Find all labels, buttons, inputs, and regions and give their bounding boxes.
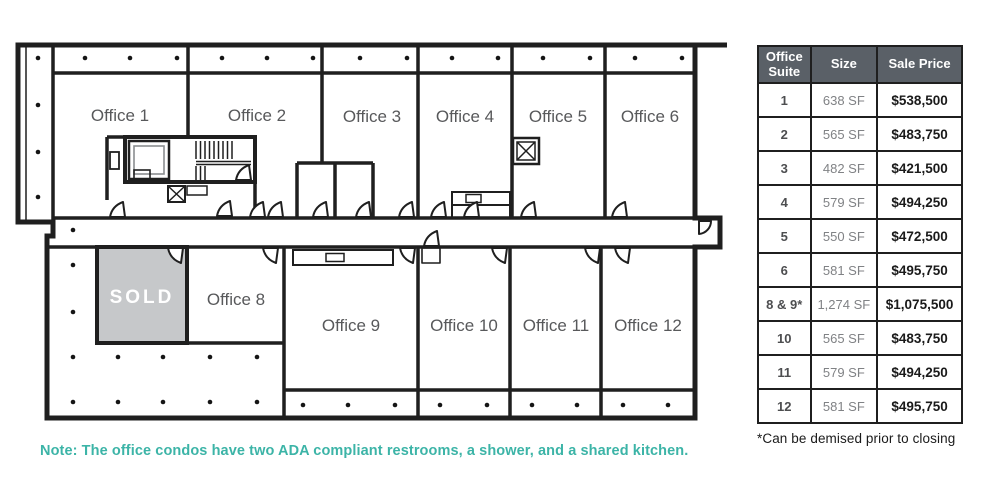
unit-label-office-9: Office 9 <box>321 316 381 335</box>
cell-price: $483,750 <box>877 321 962 355</box>
shaft-panel <box>110 152 119 169</box>
pricing-table <box>757 45 963 424</box>
office9-counter <box>293 250 393 265</box>
unit-label-office-11: Office 11 <box>522 316 590 335</box>
unit-label-office-10: Office 10 <box>430 316 498 335</box>
unit-label-office-4: Office 4 <box>435 107 495 126</box>
table-header-row <box>758 46 962 83</box>
cell-price: $495,750 <box>877 253 962 287</box>
col-header-office-suite: Office Suite <box>758 46 811 83</box>
cell-size: 1,274 SF <box>811 287 878 321</box>
floor-plan <box>10 35 740 430</box>
cell-size: 581 SF <box>811 389 878 423</box>
cell-size: 482 SF <box>811 151 878 185</box>
shaft-xbox <box>168 186 207 202</box>
table-row <box>758 219 962 253</box>
unit-label-sold: SOLD <box>109 287 175 308</box>
cell-suite: 10 <box>758 321 811 355</box>
table-row <box>758 389 962 423</box>
cell-price: $494,250 <box>877 355 962 389</box>
table-row <box>758 185 962 219</box>
cell-suite: 12 <box>758 389 811 423</box>
cell-suite: 1 <box>758 83 811 117</box>
unit-label-office-12: Office 12 <box>614 316 682 335</box>
cell-suite: 5 <box>758 219 811 253</box>
table-footnote: *Can be demised prior to closing <box>757 431 956 446</box>
unit-label-office-2: Office 2 <box>227 106 287 125</box>
elevator <box>129 141 169 179</box>
cell-suite: 2 <box>758 117 811 151</box>
cell-suite: 8 & 9* <box>758 287 811 321</box>
table-row <box>758 287 962 321</box>
building-core <box>110 137 255 202</box>
cell-suite: 6 <box>758 253 811 287</box>
unit-label-office-8: Office 8 <box>206 290 266 309</box>
cell-size: 550 SF <box>811 219 878 253</box>
table-row <box>758 151 962 185</box>
unit-label-office-1: Office 1 <box>90 106 150 125</box>
table-row <box>758 83 962 117</box>
cell-suite: 4 <box>758 185 811 219</box>
cell-size: 581 SF <box>811 253 878 287</box>
floor-plan-walls <box>18 45 727 418</box>
unit-label-office-6: Office 6 <box>620 107 680 126</box>
office4-cabinet <box>452 192 510 218</box>
unit-label-office-3: Office 3 <box>342 107 402 126</box>
floor-plan-svg <box>10 35 740 430</box>
cell-suite: 11 <box>758 355 811 389</box>
table-row <box>758 355 962 389</box>
pricing-panel <box>757 45 965 446</box>
table-row <box>758 253 962 287</box>
unit-label-office-5: Office 5 <box>528 107 588 126</box>
cell-price: $1,075,500 <box>877 287 962 321</box>
cell-price: $421,500 <box>877 151 962 185</box>
table-row <box>758 117 962 151</box>
table-row <box>758 321 962 355</box>
core-outline <box>125 137 255 182</box>
cell-size: 565 SF <box>811 321 878 355</box>
cell-size: 579 SF <box>811 185 878 219</box>
cell-price: $483,750 <box>877 117 962 151</box>
col-header-size: Size <box>811 46 878 83</box>
amenities-note: Note: The office condos have two ADA compliant restrooms, a shower, and a shared kitchen. <box>40 443 689 459</box>
cell-size: 638 SF <box>811 83 878 117</box>
office5-shaft-xbox <box>513 138 539 164</box>
col-header-sale-price: Sale Price <box>877 46 962 83</box>
cell-price: $495,750 <box>877 389 962 423</box>
cell-price: $472,500 <box>877 219 962 253</box>
cell-price: $494,250 <box>877 185 962 219</box>
cell-size: 579 SF <box>811 355 878 389</box>
cell-size: 565 SF <box>811 117 878 151</box>
cell-price: $538,500 <box>877 83 962 117</box>
cell-suite: 3 <box>758 151 811 185</box>
